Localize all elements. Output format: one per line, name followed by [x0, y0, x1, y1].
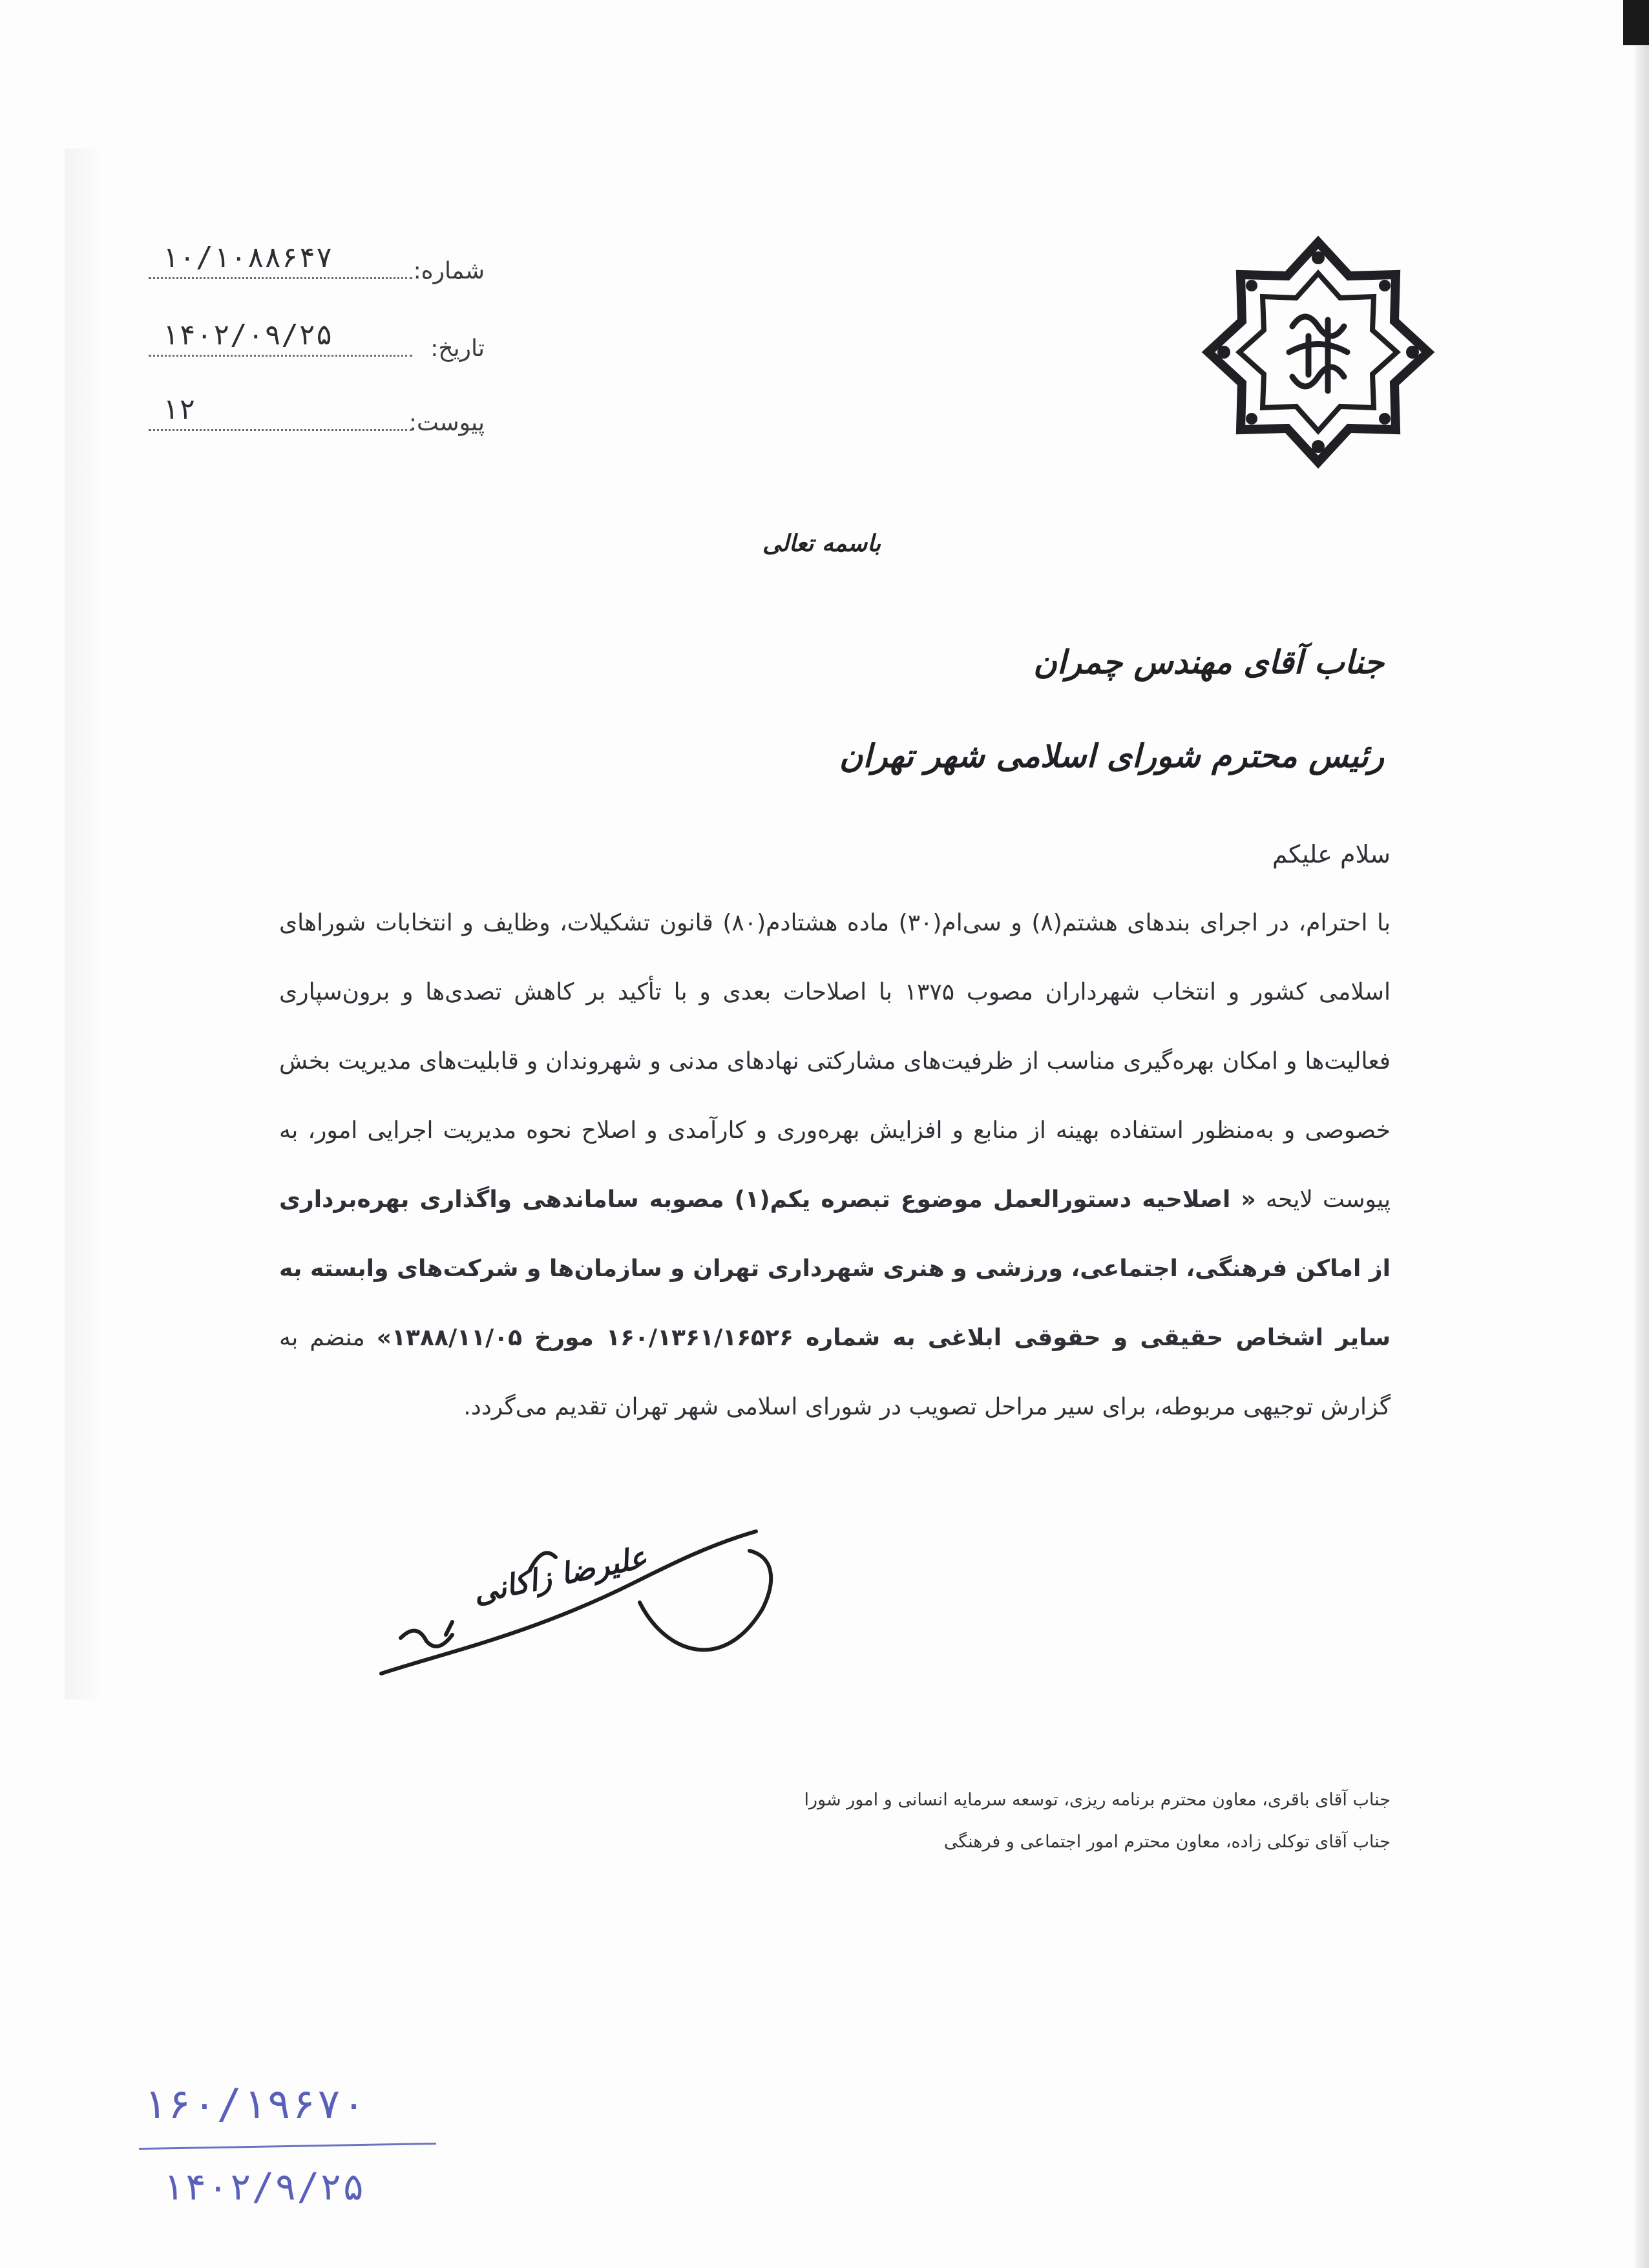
letter-number-value: ۱۰/۱۰۸۸۶۴۷	[162, 241, 333, 274]
letter-date-dots	[149, 355, 412, 357]
signatory-name: علیرضا زاکانی	[470, 1539, 650, 1610]
body-intro: با احترام، در اجرای بندهای هشتم(۸) و سی‌ام(۳۰) ماده هشتادم(۸۰) قانون تشکیلات، وظایف و انتخابات شوراهای اسلامی کشور و انتخاب شهرداران مصوب ۱۳۷۵ با اصلاحات بعدی و با تأکید بر کاهش تصدی‌ها و برون‌سپاری فعالیت‌ها و امکان بهره‌گیری مناسب از ظرفیت‌های مشارکتی نهادهای مدنی و شهروندان و قابلیت‌های مدیریت بخش خصوصی و به‌منظور استفاده بهینه از منابع و افزایش بهره‌وری و کارآمدی و اصلاح نحوه مدیریت اجرایی امور، به پیوست لایحه	[279, 910, 1391, 1213]
letter-date-field	[149, 317, 485, 368]
body-bill-title: « اصلاحیه دستورالعمل موضوع تبصره یکم(۱) مصوبه ساماندهی واگذاری بهره‌برداری از اماکن فرهنگی، اجتماعی، ورزشی و هنری شهرداری تهران و سازمان‌ها و شرکت‌های وابسته به سایر اشخاص حقیقی و حقوقی ابلاغی به شماره ۱۶۰/۱۳۶۱/۱۶۵۲۶ مورخ ۱۳۸۸/۱۱/۰۵»	[279, 1186, 1391, 1351]
letter-number-field	[149, 239, 485, 291]
greeting-text: سلام علیکم	[1272, 840, 1391, 868]
letter-attachment-dots	[149, 429, 412, 431]
letter-body	[279, 888, 1391, 1442]
invocation-text: باسمه تعالی	[762, 530, 881, 557]
letter-attachment-label: پیوست:	[408, 410, 485, 436]
letter-date-label: تاریخ:	[430, 335, 485, 362]
letter-number-label: شماره:	[413, 258, 485, 284]
addressee-name: جناب آقای مهندس چمران	[1033, 643, 1384, 681]
addressee-title: رئیس محترم شورای اسلامی شهر تهران	[839, 737, 1384, 775]
handwritten-signature	[362, 1480, 814, 1706]
body-outro: منضم به گزارش توجیهی مربوطه، برای سیر مراحل تصویب در شورای اسلامی شهر تهران تقدیم می‌گردد.	[279, 1325, 1391, 1420]
letter-attachment-value: ۱۲	[162, 393, 196, 426]
cc-line-2: جناب آقای توکلی زاده، معاون محترم امور اجتماعی و فرهنگی	[943, 1832, 1391, 1852]
handwritten-registration-number: ۱۶۰/۱۹۶۷۰	[142, 2081, 366, 2128]
letter-number-dots	[149, 277, 412, 279]
scan-edge-shadow	[1635, 0, 1649, 2268]
handwritten-registration-date: ۱۴۰۲/۹/۲۵	[162, 2165, 365, 2209]
letter-attachment-field	[149, 391, 485, 443]
scan-corner-mark	[1623, 0, 1649, 45]
letter-date-value: ۱۴۰۲/۰۹/۲۵	[162, 319, 333, 352]
scan-margin-shadow	[65, 149, 103, 1699]
handwritten-underline	[139, 2143, 436, 2150]
tehran-council-emblem-icon	[1195, 229, 1441, 475]
cc-line-1: جناب آقای باقری، معاون محترم برنامه ریزی، توسعه سرمایه انسانی و امور شورا	[804, 1790, 1391, 1810]
